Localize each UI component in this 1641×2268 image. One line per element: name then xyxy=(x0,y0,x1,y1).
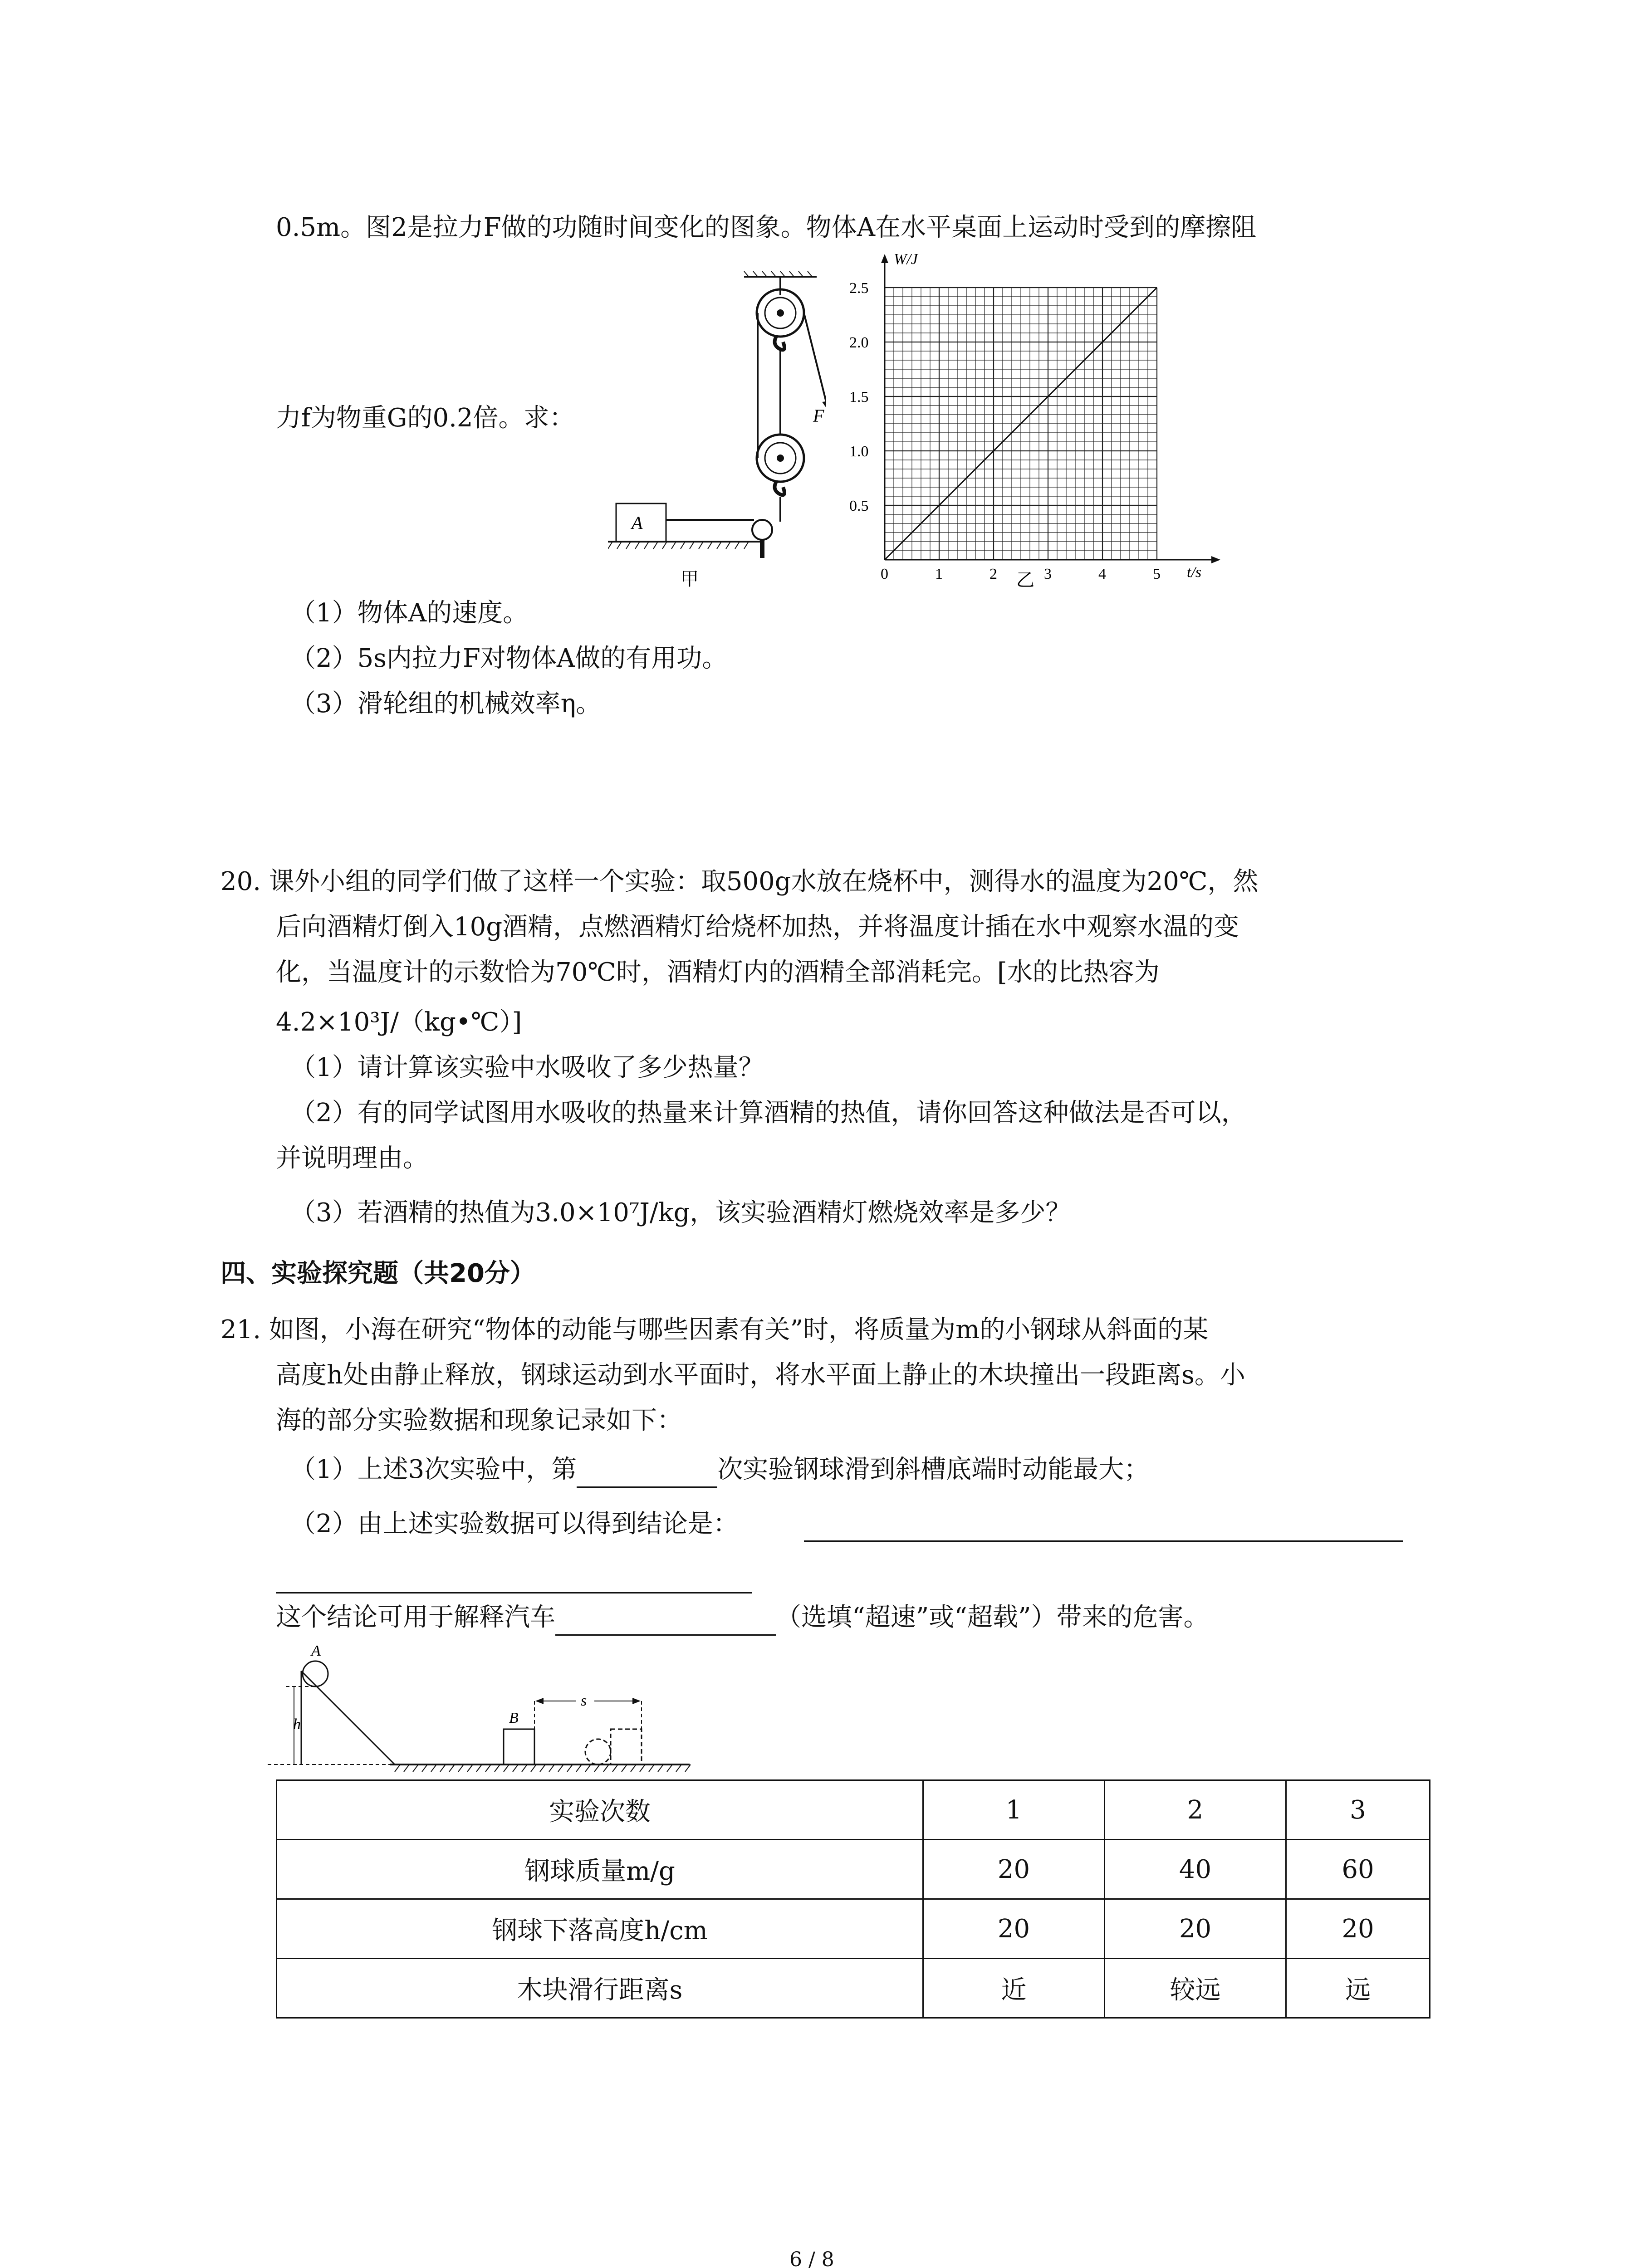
hatch-mark xyxy=(631,1765,636,1772)
q21-sub2: （2）由上述实验数据可以得到结论是： xyxy=(290,1509,739,1539)
pulley-figure xyxy=(608,268,826,594)
hatch-mark xyxy=(594,1765,600,1772)
q19-text-line2: 力f为物重G的0.2倍。求： xyxy=(276,403,575,433)
q20-sub1: （1）请计算该实验中水吸收了多少热量？ xyxy=(290,1053,764,1082)
y-tick-label: 1.5 xyxy=(849,389,869,406)
label-F: F xyxy=(813,406,824,426)
table-cell: 3 xyxy=(1286,1780,1430,1840)
hatch-mark xyxy=(458,1765,464,1772)
table-cell: 近 xyxy=(923,1959,1105,2018)
y-axis-arrow xyxy=(881,254,888,263)
hatch-mark xyxy=(576,1765,582,1772)
hatch-mark xyxy=(540,1765,545,1772)
q21-line3: 海的部分实验数据和现象记录如下： xyxy=(276,1406,682,1435)
q21-sub1-post: 次实验钢球滑到斜槽底端时动能最大； xyxy=(717,1455,1150,1484)
hatch-mark xyxy=(549,1765,554,1772)
y-tick-label: 2.5 xyxy=(849,280,869,297)
ramp-label-B: B xyxy=(509,1710,519,1726)
caption-yi: 乙 xyxy=(1016,570,1034,590)
hatch-mark xyxy=(612,1765,618,1772)
ramp-label-h: h xyxy=(293,1716,301,1733)
hatch-mark xyxy=(640,1765,645,1772)
q19-text-line1: 0.5m。图2是拉力F做的功随时间变化的图象。物体A在水平桌面上运动时受到的摩擦阻 xyxy=(276,213,1257,242)
q19-sub3: （3）滑轮组的机械效率η。 xyxy=(290,689,602,719)
table-cell: 40 xyxy=(1105,1840,1286,1899)
caption-jia: 甲 xyxy=(681,569,699,589)
hatch-mark xyxy=(667,1765,672,1772)
q21-last-pre: 这个结论可用于解释汽车 xyxy=(276,1603,555,1632)
chart-ylabel: W/J xyxy=(894,251,918,268)
q20-line4: 4.2×10³J/（kg•℃）] xyxy=(276,1007,522,1037)
table-cell: 20 xyxy=(923,1840,1105,1899)
table-row xyxy=(277,1959,1430,2018)
chart-xlabel: t/s xyxy=(1187,564,1202,581)
q21-line1: 21. 如图，小海在研究“物体的动能与哪些因素有关”时，将质量为m的小钢球从斜面的某 xyxy=(220,1315,1209,1344)
hatch-mark xyxy=(585,1765,591,1772)
q19-sub1: （1）物体A的速度。 xyxy=(290,598,529,628)
table-cell: 钢球质量m/g xyxy=(277,1840,923,1899)
hatch-mark xyxy=(649,1765,654,1772)
x-axis-arrow xyxy=(1211,556,1220,563)
answer-blank-danger[interactable] xyxy=(555,1607,776,1636)
table-cell: 20 xyxy=(1105,1899,1286,1959)
work-time-chart xyxy=(826,245,1234,590)
table-header-row xyxy=(277,1780,1430,1840)
ramp-label-A: A xyxy=(311,1642,321,1659)
table-cell: 木块滑行距离s xyxy=(277,1959,923,2018)
hatch-mark xyxy=(676,1765,681,1772)
page-number: 6 / 8 xyxy=(789,2248,834,2268)
table-row xyxy=(277,1840,1430,1899)
hatch-mark xyxy=(513,1765,518,1772)
table-cell: 钢球下落高度h/cm xyxy=(277,1899,923,1959)
q21-line2: 高度h处由静止释放，钢球运动到水平面时，将水平面上静止的木块撞出一段距离s。小 xyxy=(276,1360,1245,1390)
hatch-mark xyxy=(685,1765,691,1772)
hatch-mark xyxy=(485,1765,491,1772)
hatch-mark xyxy=(495,1765,500,1772)
hatch-mark xyxy=(531,1765,536,1772)
table-cell: 远 xyxy=(1286,1959,1430,2018)
hatch-mark xyxy=(422,1765,427,1772)
table-cell: 1 xyxy=(923,1780,1105,1840)
hatch-mark xyxy=(395,1765,400,1772)
hatch-mark xyxy=(440,1765,446,1772)
x-tick-label: 2 xyxy=(989,566,997,582)
q21-last-post: （选填“超速”或“超载”）带来的危害。 xyxy=(776,1603,1209,1632)
x-tick-label: 5 xyxy=(1153,566,1161,582)
table-cell: 2 xyxy=(1105,1780,1286,1840)
x-tick-label: 4 xyxy=(1098,566,1106,582)
table-cell: 较远 xyxy=(1105,1959,1286,2018)
hatch-mark xyxy=(431,1765,436,1772)
hatch-mark xyxy=(404,1765,409,1772)
y-tick-label: 2.0 xyxy=(849,334,869,351)
table-cell: 实验次数 xyxy=(277,1780,923,1840)
hatch-mark xyxy=(467,1765,473,1772)
x-tick-label: 3 xyxy=(1044,566,1052,582)
ramp-figure xyxy=(268,1633,703,1783)
section-heading: 四、实验探究题（共20分） xyxy=(220,1259,535,1288)
q20-sub2b: 并说明理由。 xyxy=(276,1144,428,1173)
q21-sub1-pre: （1）上述3次实验中，第 xyxy=(290,1455,577,1484)
x-tick-label: 0 xyxy=(881,566,888,582)
answer-blank-conclusion-1[interactable] xyxy=(804,1540,1403,1542)
x-tick-label: 1 xyxy=(935,566,943,582)
q21-last-line xyxy=(276,1599,1209,1636)
answer-blank-conclusion-2[interactable] xyxy=(276,1592,752,1593)
hatch-mark xyxy=(476,1765,482,1772)
hatch-mark xyxy=(413,1765,418,1772)
hatch-mark xyxy=(504,1765,509,1772)
q19-sub2: （2）5s内拉力F对物体A做的有用功。 xyxy=(290,644,728,673)
q20-sub2a: （2）有的同学试图用水吸收的热量来计算酒精的热值，请你回答这种做法是否可以， xyxy=(290,1098,1247,1128)
table-cell: 20 xyxy=(923,1899,1105,1959)
hatch-mark xyxy=(558,1765,563,1772)
hatch-mark xyxy=(658,1765,663,1772)
table-cell: 60 xyxy=(1286,1840,1430,1899)
label-A: A xyxy=(632,513,643,533)
q20-line3: 化，当温度计的示数恰为70℃时，酒精灯内的酒精全部消耗完。[水的比热容为 xyxy=(276,958,1160,987)
q21-sub1 xyxy=(290,1452,1149,1488)
y-tick-label: 0.5 xyxy=(849,498,869,514)
hatch-mark xyxy=(449,1765,455,1772)
table-row xyxy=(277,1899,1430,1959)
hatch-mark xyxy=(567,1765,573,1772)
ground-hatch xyxy=(395,1765,691,1772)
hatch-mark xyxy=(622,1765,627,1772)
q20-line2: 后向酒精灯倒入10g酒精，点燃酒精灯给烧杯加热，并将温度计插在水中观察水温的变 xyxy=(276,912,1239,942)
hatch-mark xyxy=(522,1765,527,1772)
ramp-label-s: s xyxy=(581,1692,587,1709)
table-cell: 20 xyxy=(1286,1899,1430,1959)
experiment-table xyxy=(276,1779,1430,2019)
q20-sub3: （3）若酒精的热值为3.0×10⁷J/kg，该实验酒精灯燃烧效率是多少？ xyxy=(290,1198,1071,1227)
y-tick-label: 1.0 xyxy=(849,443,869,460)
q20-line1: 20. 课外小组的同学们做了这样一个实验：取500g水放在烧杯中，测得水的温度为20℃，然 xyxy=(220,867,1259,896)
answer-blank-trial[interactable] xyxy=(577,1459,717,1488)
hatch-mark xyxy=(603,1765,609,1772)
